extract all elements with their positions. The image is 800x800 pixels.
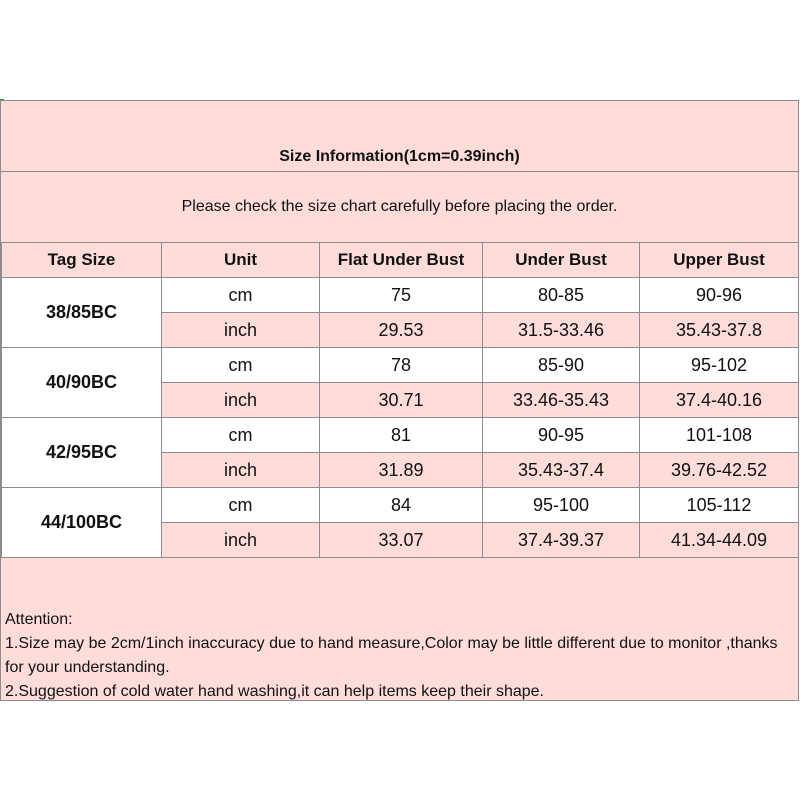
under-bust-cell: 80-85 (483, 278, 640, 313)
unit-cell: cm (162, 418, 320, 453)
upper-bust-cell: 35.43-37.8 (640, 313, 799, 348)
attention-heading: Attention: (5, 611, 73, 628)
attention-note-1: 1.Size may be 2cm/1inch inaccuracy due to hand measure,Color may be little different due to monitor ,thanks for your understanding. (5, 635, 778, 676)
flat-under-bust-cell: 31.89 (320, 453, 483, 488)
table-row (2, 278, 799, 313)
tag-size-cell: 38/85BC (2, 278, 162, 348)
table-row (2, 488, 799, 523)
unit-cell: inch (162, 383, 320, 418)
upper-bust-cell: 90-96 (640, 278, 799, 313)
table-row (2, 418, 799, 453)
under-bust-cell: 95-100 (483, 488, 640, 523)
header-tag-size: Tag Size (2, 243, 162, 278)
header-under-bust: Under Bust (483, 243, 640, 278)
flat-under-bust-cell: 33.07 (320, 523, 483, 558)
under-bust-cell: 85-90 (483, 348, 640, 383)
flat-under-bust-cell: 84 (320, 488, 483, 523)
flat-under-bust-cell: 29.53 (320, 313, 483, 348)
tag-size-cell: 40/90BC (2, 348, 162, 418)
attention-notes (5, 608, 795, 704)
unit-cell: cm (162, 278, 320, 313)
under-bust-cell: 33.46-35.43 (483, 383, 640, 418)
title-row (1, 101, 798, 172)
under-bust-cell: 37.4-39.37 (483, 523, 640, 558)
under-bust-cell: 35.43-37.4 (483, 453, 640, 488)
unit-cell: inch (162, 313, 320, 348)
notice-row (1, 172, 798, 243)
unit-cell: inch (162, 523, 320, 558)
under-bust-cell: 90-95 (483, 418, 640, 453)
upper-bust-cell: 95-102 (640, 348, 799, 383)
table-row (2, 348, 799, 383)
unit-cell: cm (162, 348, 320, 383)
tag-size-cell: 44/100BC (2, 488, 162, 558)
header-flat-under-bust: Flat Under Bust (320, 243, 483, 278)
unit-cell: cm (162, 488, 320, 523)
unit-cell: inch (162, 453, 320, 488)
upper-bust-cell: 41.34-44.09 (640, 523, 799, 558)
under-bust-cell: 31.5-33.46 (483, 313, 640, 348)
notice-text: Please check the size chart carefully before placing the order. (181, 198, 618, 215)
chart-title: Size Information(1cm=0.39inch) (279, 148, 520, 165)
upper-bust-cell: 105-112 (640, 488, 799, 523)
header-row (2, 243, 799, 278)
flat-under-bust-cell: 78 (320, 348, 483, 383)
upper-bust-cell: 101-108 (640, 418, 799, 453)
upper-bust-cell: 39.76-42.52 (640, 453, 799, 488)
flat-under-bust-cell: 30.71 (320, 383, 483, 418)
size-table (1, 242, 799, 558)
size-chart (0, 100, 799, 701)
flat-under-bust-cell: 75 (320, 278, 483, 313)
upper-bust-cell: 37.4-40.16 (640, 383, 799, 418)
header-upper-bust: Upper Bust (640, 243, 799, 278)
attention-note-2: 2.Suggestion of cold water hand washing,it can help items keep their shape. (5, 683, 544, 700)
flat-under-bust-cell: 81 (320, 418, 483, 453)
tag-size-cell: 42/95BC (2, 418, 162, 488)
header-unit: Unit (162, 243, 320, 278)
